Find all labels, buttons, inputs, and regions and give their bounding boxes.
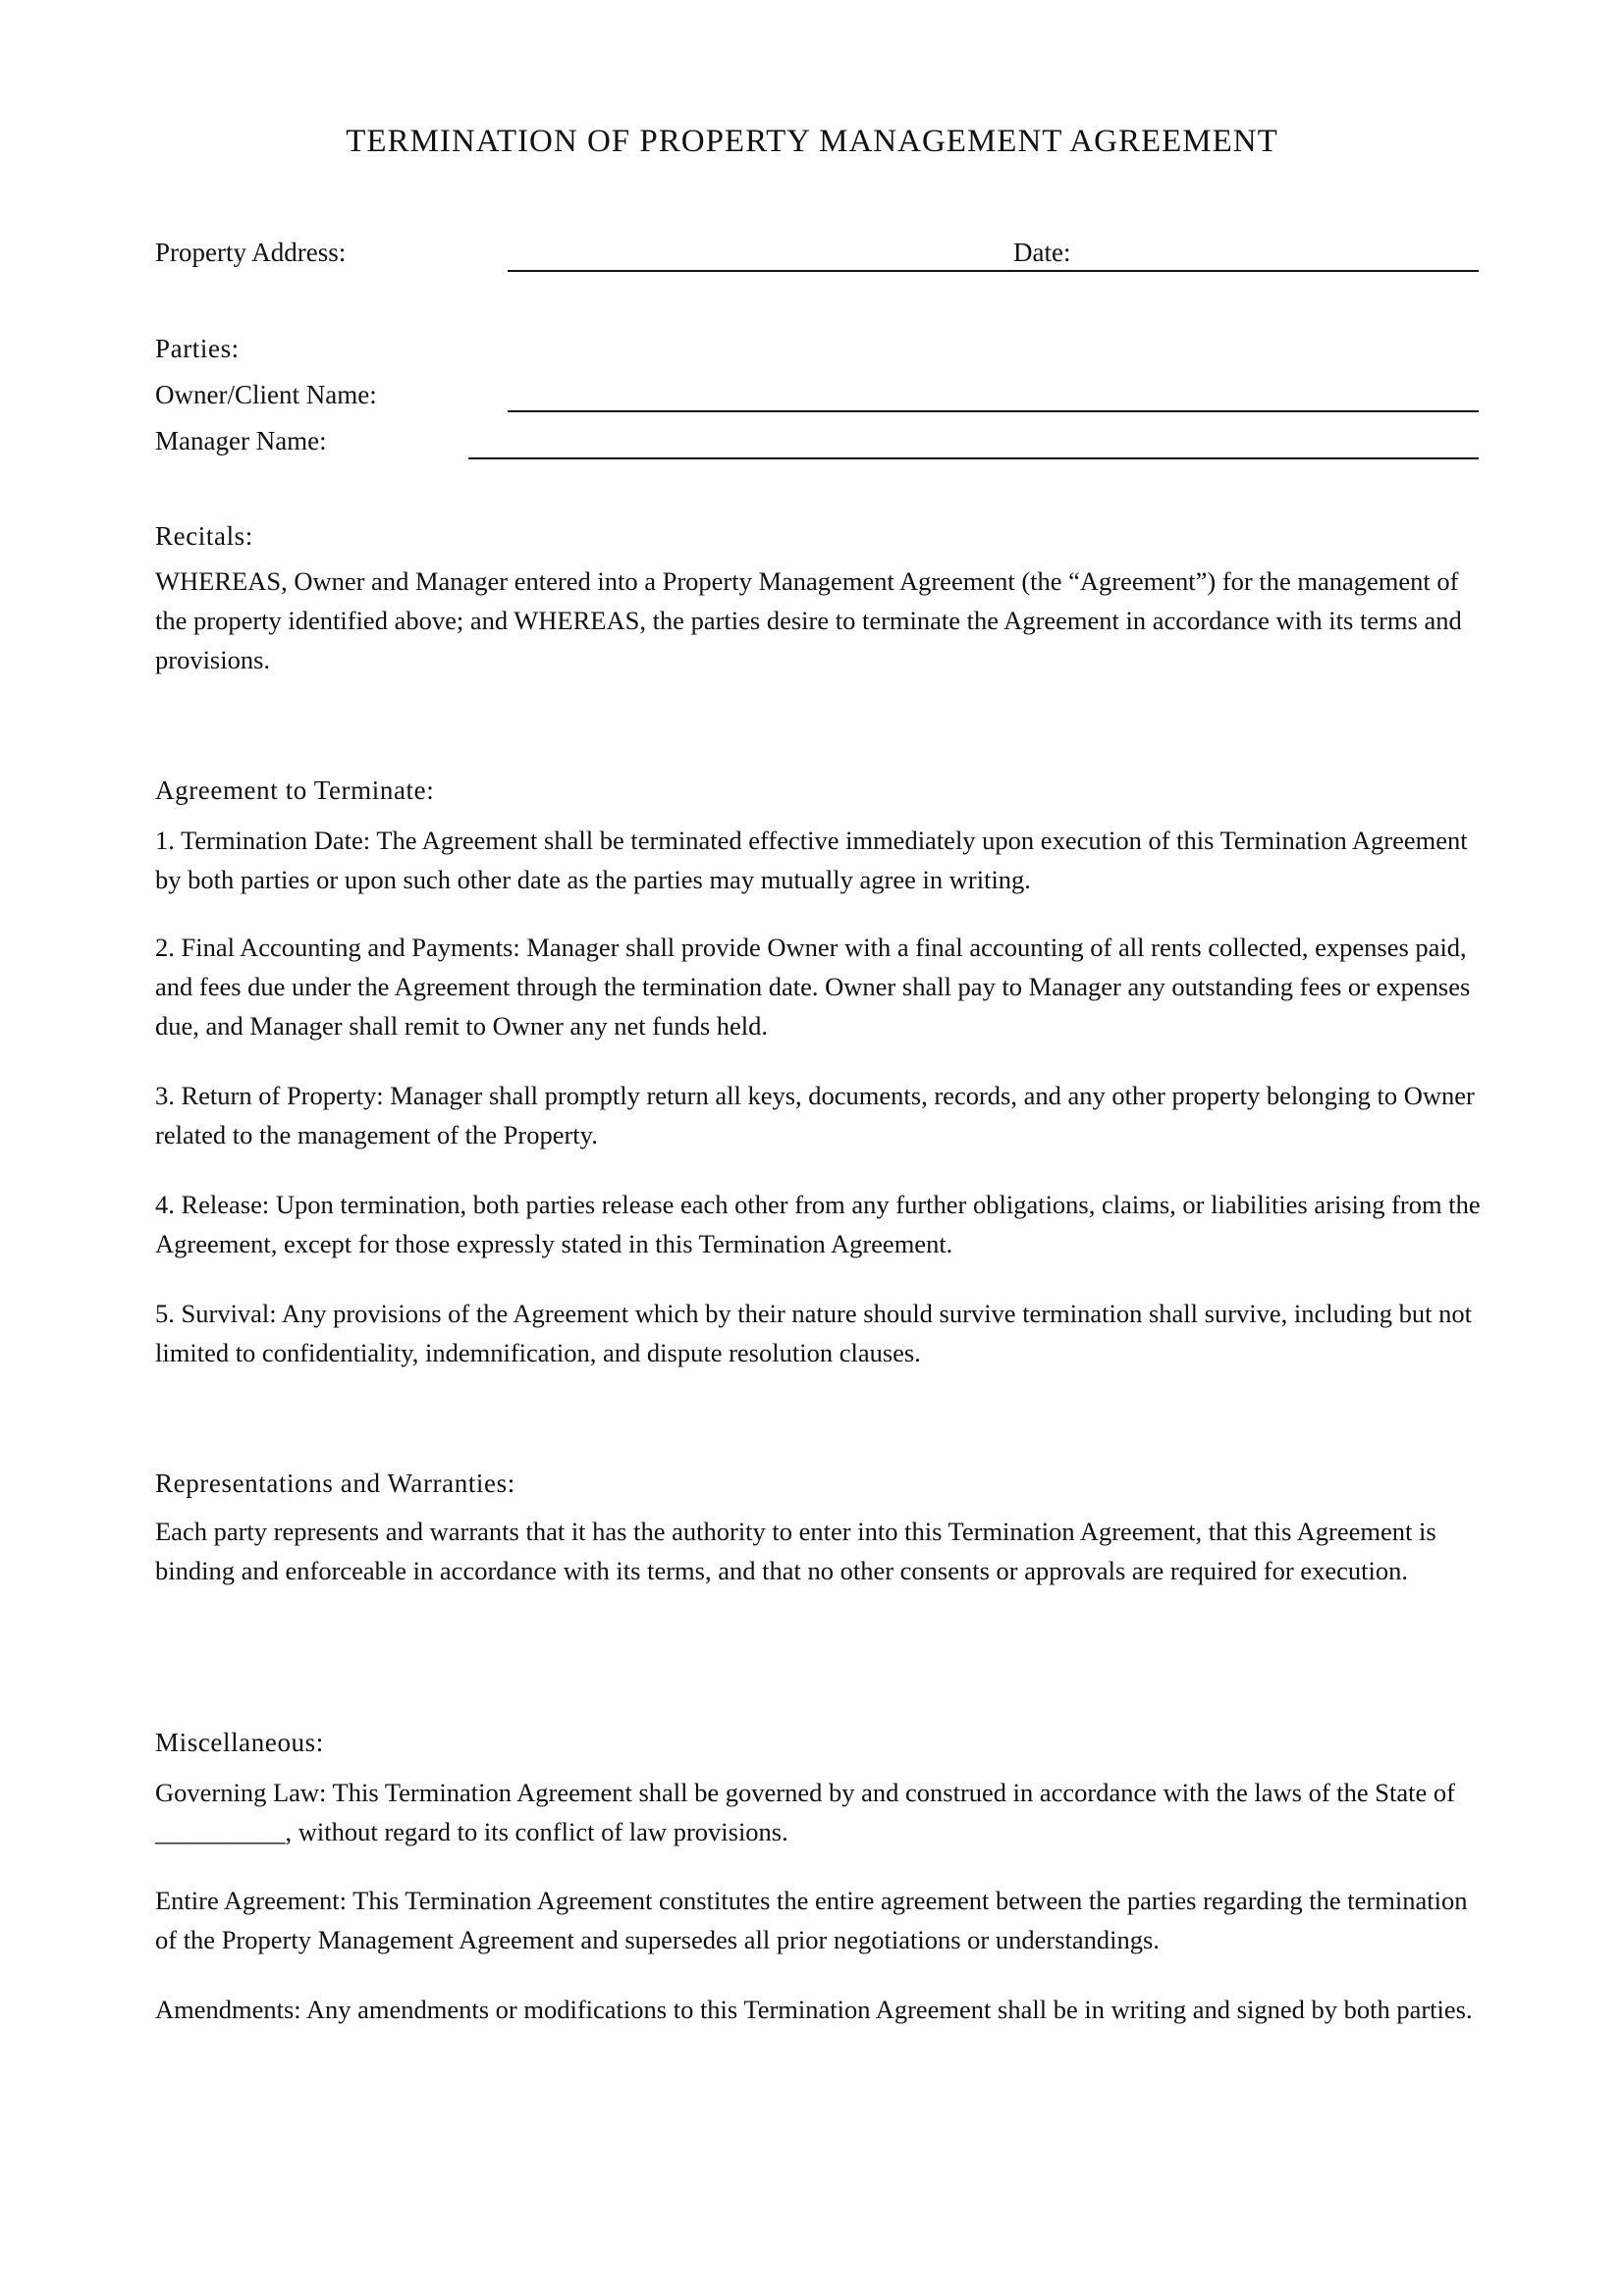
property-address-label: Property Address: xyxy=(155,238,347,267)
property-address-field[interactable] xyxy=(508,270,1479,272)
parties-heading: Parties: xyxy=(155,334,240,363)
amendments-text: Amendments: Any amendments or modifications to this Termination Agreement shall be in writing and signed by both parties. xyxy=(155,1995,1473,2024)
recitals-heading: Recitals: xyxy=(155,521,253,551)
terminate-item-1: 1. Termination Date: The Agreement shall be terminated effective immediately upon execution of this Termination Agreement by both parties or upon such other date as the parties may mutually agree in writing. xyxy=(155,826,1468,894)
manager-name-field[interactable] xyxy=(468,457,1479,459)
terminate-item-2: 2. Final Accounting and Payments: Manager shall provide Owner with a final accounting of all rents collected, expenses paid, and fees due under the Agreement through the termination date. Owner shall pay to Manager any outstanding fees or expenses due, and Manager shall remit to Owner any net funds held. xyxy=(155,933,1471,1041)
misc-heading: Miscellaneous: xyxy=(155,1728,324,1757)
manager-name-label: Manager Name: xyxy=(155,426,327,455)
owner-name-field[interactable] xyxy=(508,410,1479,412)
recitals-text: WHEREAS, Owner and Manager entered into a Property Management Agreement (the “Agreement”) for the management of the property identified above; and WHEREAS, the parties desire to terminate the Agreement in accordance with its terms and provisions. xyxy=(155,566,1462,674)
owner-name-label: Owner/Client Name: xyxy=(155,380,377,409)
governing-law-text: Governing Law: This Termination Agreement shall be governed by and construed in accordance with the laws of the State of __________, without regard to its conflict of law provisions. xyxy=(155,1778,1455,1846)
date-label: Date: xyxy=(1013,238,1071,267)
terminate-item-5: 5. Survival: Any provisions of the Agreement which by their nature should survive termination shall survive, including but not limited to confidentiality, indemnification, and dispute resolution clauses. xyxy=(155,1299,1472,1367)
document-title: TERMINATION OF PROPERTY MANAGEMENT AGREEMENT xyxy=(346,124,1278,159)
representations-text: Each party represents and warrants that it has the authority to enter into this Termination Agreement, that this Agreement is binding and enforceable in accordance with its terms, and that no other consents or approvals are required for execution. xyxy=(155,1517,1436,1585)
representations-heading: Representations and Warranties: xyxy=(155,1468,515,1498)
terminate-item-4: 4. Release: Upon termination, both parties release each other from any further obligations, claims, or liabilities arising from the Agreement, except for those expressly stated in this Termination Agreement. xyxy=(155,1190,1481,1258)
entire-agreement-text: Entire Agreement: This Termination Agreement constitutes the entire agreement between the parties regarding the termination of the Property Management Agreement and supersedes all prior negotiations or understandings. xyxy=(155,1886,1468,1954)
terminate-item-3: 3. Return of Property: Manager shall promptly return all keys, documents, records, and any other property belonging to Owner related to the management of the Property. xyxy=(155,1081,1475,1149)
terminate-heading: Agreement to Terminate: xyxy=(155,775,435,805)
